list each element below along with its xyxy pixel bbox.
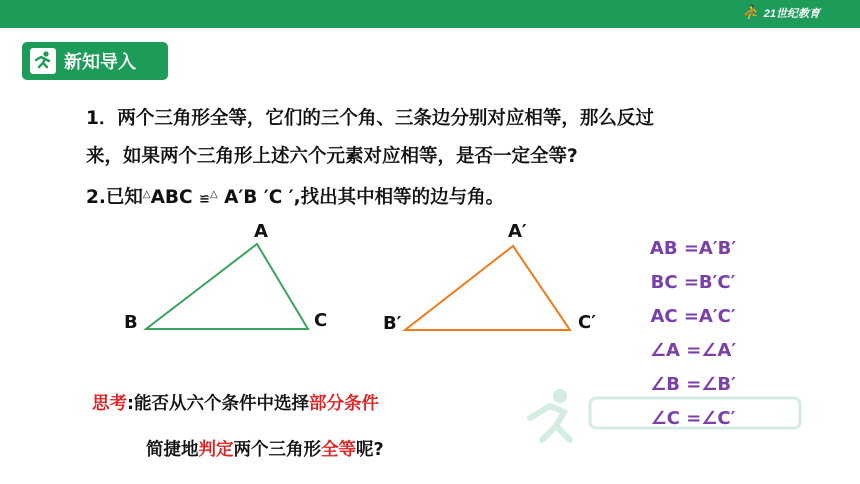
equality-item: ∠A =∠A′	[649, 340, 737, 361]
think-highlight-3: 全等	[321, 440, 356, 460]
equality-item: BC =B′C′	[650, 272, 736, 293]
triangle-abc-prime-shape	[405, 246, 570, 330]
think-text-4: 呢?	[356, 440, 384, 460]
equality-item: ∠B =∠B′	[650, 374, 736, 395]
think-text-1: 能否从六个条件中选择	[134, 394, 309, 414]
label-a: A	[254, 221, 268, 242]
question-2-tri1: ABC	[150, 187, 200, 208]
equality-item: AB =A′B′	[649, 238, 737, 259]
think-highlight-1: 部分条件	[309, 394, 379, 414]
think-text-2: 简捷地	[146, 440, 199, 460]
triangle-abc-shape	[146, 244, 308, 329]
question-1-line-2: 来，如果两个三角形上述六个元素对应相等，是否一定全等?	[86, 146, 578, 167]
think-highlight-2: 判定	[198, 440, 234, 460]
brand-logo-text: 21世纪教育	[763, 7, 820, 20]
label-b-prime: B′	[383, 313, 402, 334]
think-text-3: 两个三角形	[233, 440, 321, 460]
label-b: B	[124, 312, 138, 333]
watermark-logo	[520, 378, 820, 448]
think-label: 思考	[92, 394, 127, 414]
think-prompt-line-2	[146, 436, 384, 461]
triangle-symbol-icon: △	[209, 189, 218, 200]
label-c: C	[314, 310, 328, 331]
think-prompt	[92, 390, 379, 415]
triangle-symbol-icon: △	[142, 189, 151, 200]
runner-icon: ⛹	[742, 4, 760, 20]
equality-item: AC =A′C′	[650, 306, 736, 327]
question-1-line-1: 1．两个三角形全等，它们的三个角、三条边分别对应相等，那么反过	[86, 108, 654, 129]
equality-item: ∠C =∠C′	[650, 408, 736, 429]
label-c-prime: C′	[578, 312, 596, 333]
label-a-prime: A′	[508, 221, 527, 242]
question-2-prefix: 2.已知	[86, 187, 143, 208]
question-2-suffix: ,找出其中相等的边与角。	[293, 187, 505, 208]
question-2-tri2: A′B ′C ′	[217, 187, 294, 208]
section-title: 新知导入	[64, 52, 136, 73]
think-colon: :	[127, 394, 134, 414]
congruent-symbol: ≌	[199, 192, 210, 207]
